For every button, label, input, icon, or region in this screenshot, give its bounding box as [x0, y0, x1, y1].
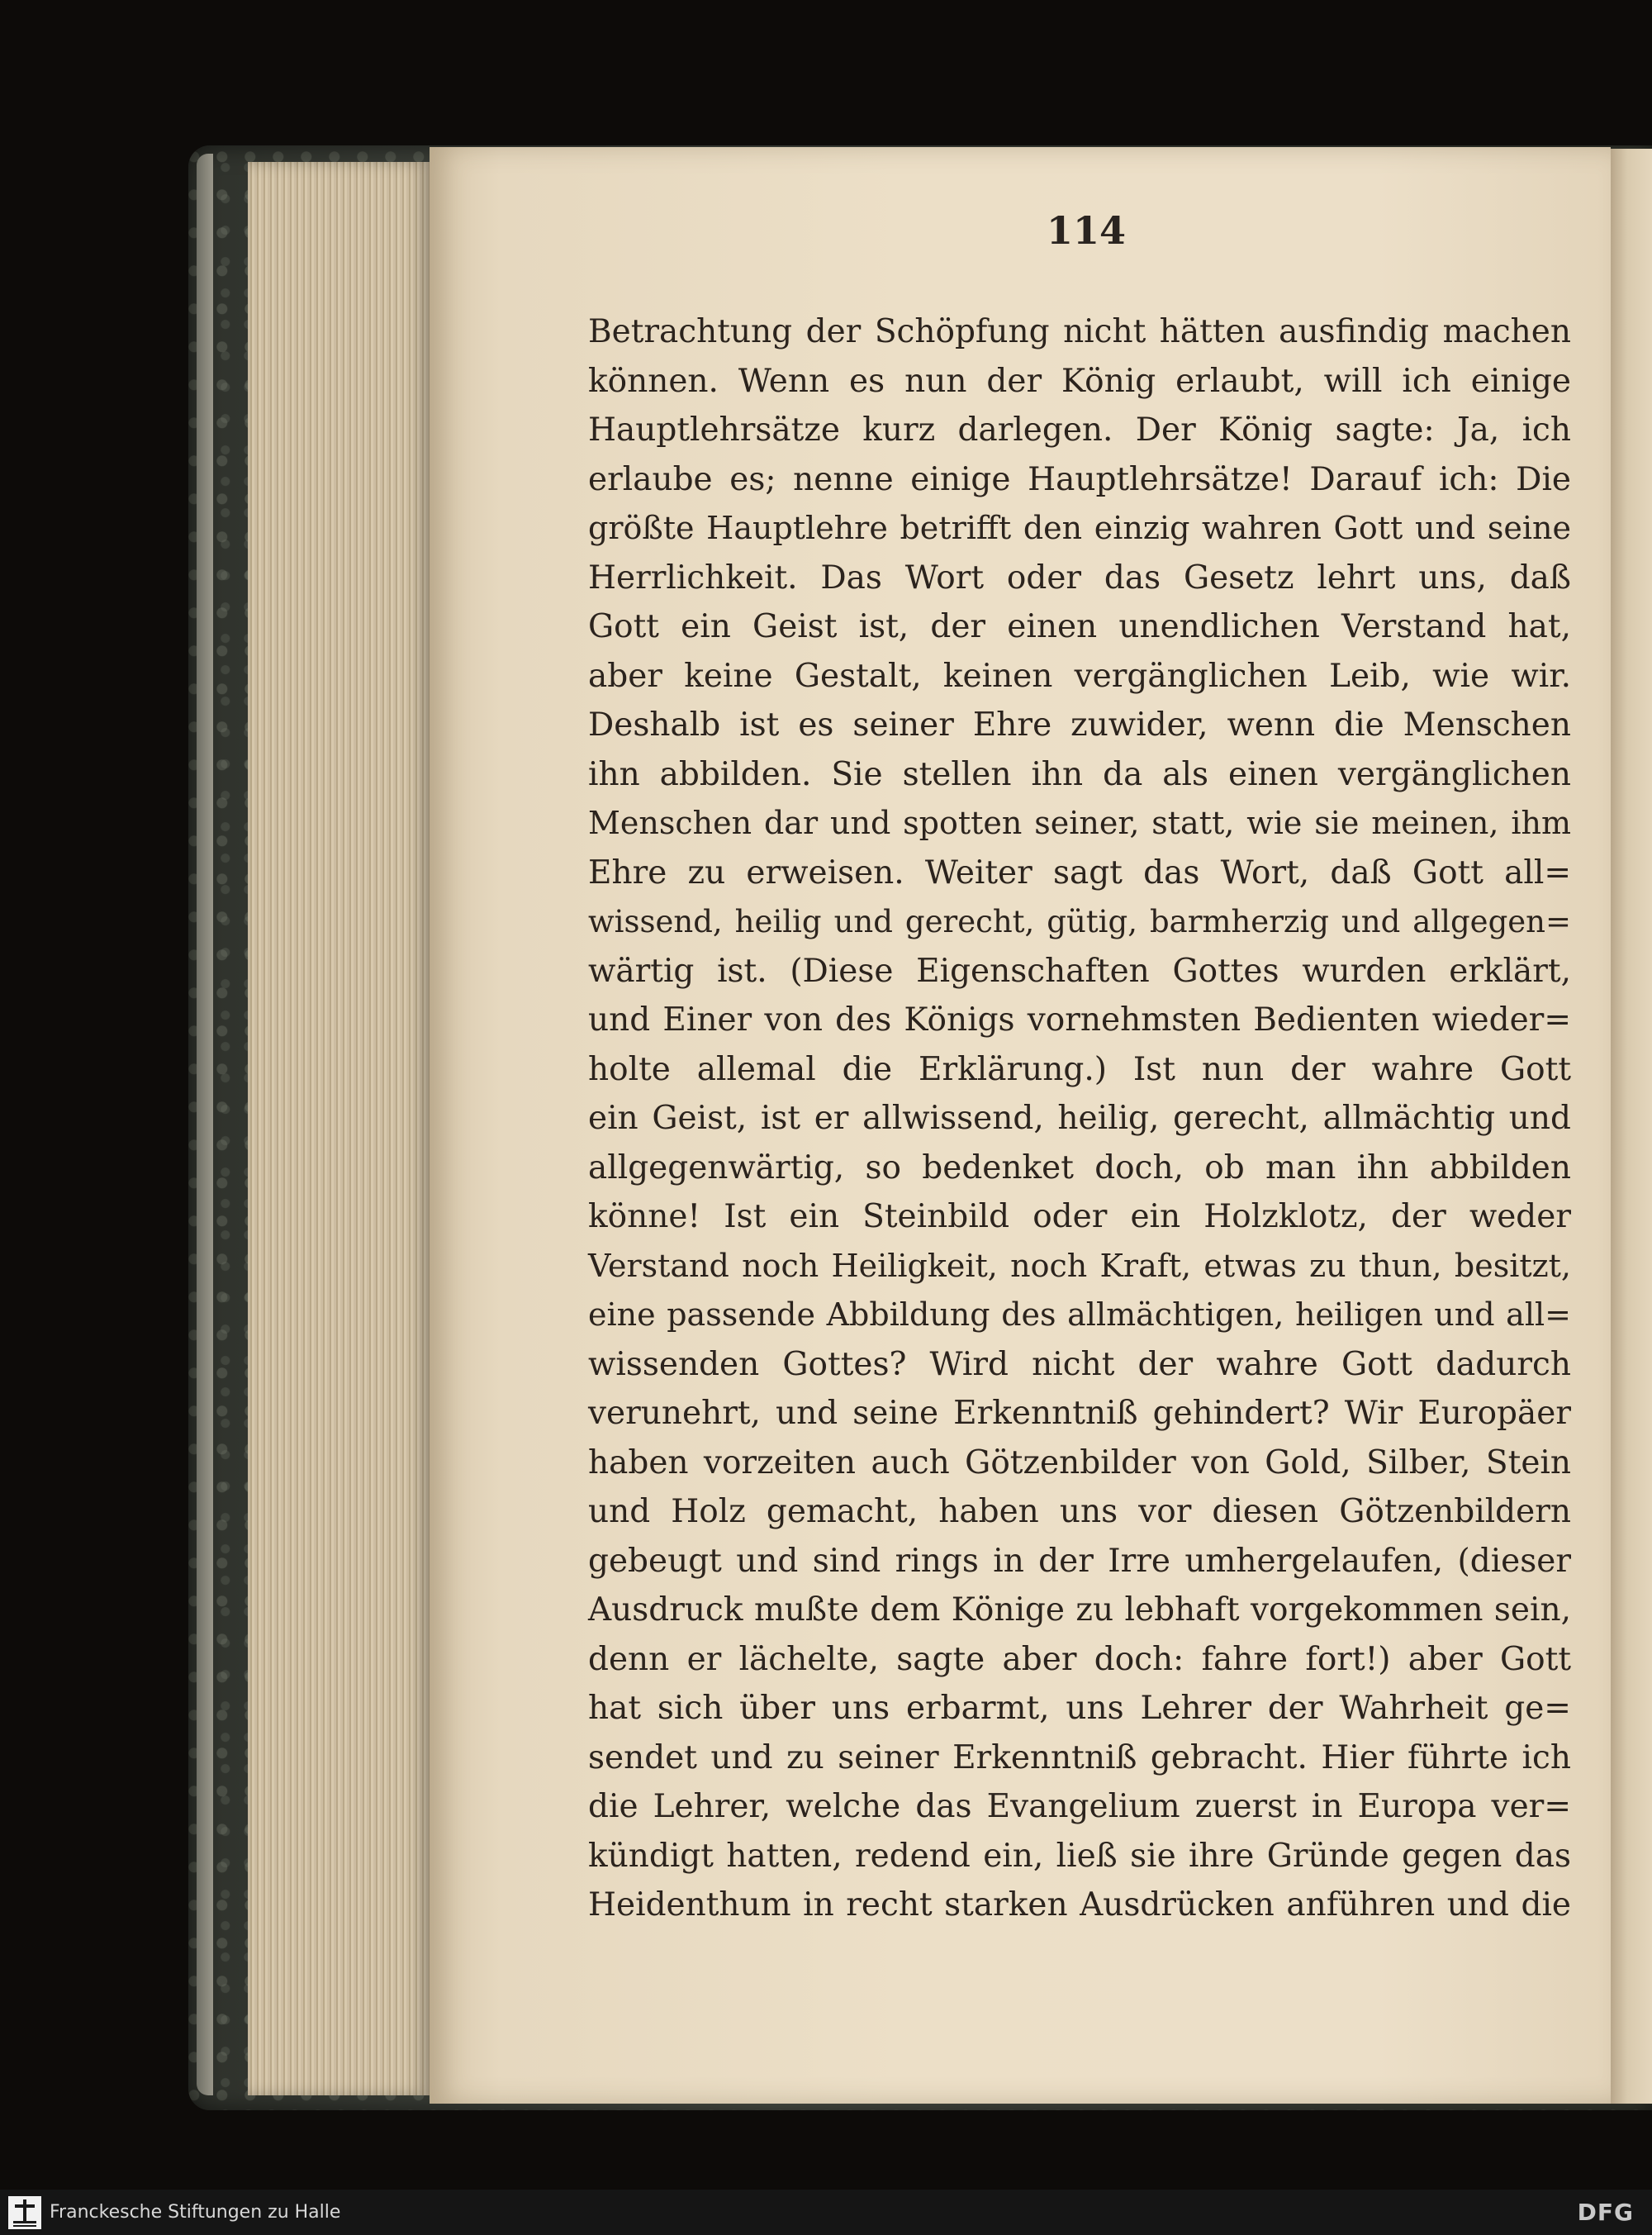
- text-line: ihn abbilden. Sie stellen ihn da als einen vergänglichen: [588, 755, 1571, 793]
- text-line: kündigt hatten, redend ein, ließ sie ihre Gründe gegen das: [588, 1837, 1571, 1875]
- text-line: sendet und zu seiner Erkenntniß gebracht. Hier führte ich: [588, 1738, 1571, 1776]
- next-page-edge: [1611, 149, 1652, 2104]
- text-line: erlaube es; nenne einige Hauptlehrsätze! Darauf ich: Die: [588, 460, 1571, 498]
- text-line: verunehrt, und seine Erkenntniß gehindert? Wir Europäer: [588, 1395, 1571, 1432]
- text-line: Hauptlehrsätze kurz darlegen. Der König sagte: Ja, ich: [588, 411, 1571, 449]
- page-text: [588, 307, 1571, 1930]
- text-line: Herrlichkeit. Das Wort oder das Gesetz lehrt uns, daß: [588, 559, 1571, 597]
- text-line: größte Hauptlehre betrifft den einzig wahren Gott und seine: [588, 510, 1571, 546]
- page-number: 114: [1046, 208, 1127, 253]
- text-line: Verstand noch Heiligkeit, noch Kraft, etwas zu thun, besitzt,: [588, 1247, 1571, 1284]
- text-line: ein Geist, ist er allwissend, heilig, gerecht, allmächtig und: [588, 1100, 1571, 1137]
- text-line: holte allemal die Erklärung.) Ist nun der wahre Gott: [588, 1050, 1571, 1088]
- text-line: Ehre zu erweisen. Weiter sagt das Wort, daß Gott all=: [588, 854, 1571, 892]
- text-line: und Holz gemacht, haben uns vor diesen Götzenbildern: [588, 1493, 1571, 1530]
- text-line: können. Wenn es nun der König erlaubt, will ich einige: [588, 362, 1571, 400]
- dfg-logo[interactable]: DFG: [1577, 2199, 1634, 2226]
- text-line: gebeugt und sind rings in der Irre umhergelaufen, (dieser: [588, 1542, 1571, 1580]
- text-line: Betrachtung der Schöpfung nicht hätten ausfindig machen: [588, 313, 1571, 350]
- text-line: aber keine Gestalt, keinen vergänglichen Leib, wie wir.: [588, 657, 1571, 695]
- book-cover-edge: [197, 154, 213, 2095]
- text-line: Heidenthum in recht starken Ausdrücken anführen und die: [588, 1886, 1571, 1924]
- francke-foundation-logo-icon[interactable]: [8, 2196, 41, 2229]
- text-line: wissend, heilig und gerecht, gütig, barmherzig und allgegen=: [588, 904, 1571, 939]
- viewer-footer: [0, 2190, 1652, 2235]
- text-line: Ausdruck mußte dem Könige zu lebhaft vorgekommen sein,: [588, 1591, 1571, 1629]
- text-line: wissenden Gottes? Wird nicht der wahre Gott dadurch: [588, 1345, 1571, 1383]
- text-line: und Einer von des Königs vornehmsten Bedienten wieder=: [588, 1001, 1571, 1039]
- text-line: haben vorzeiten auch Götzenbilder von Gold, Silber, Stein: [588, 1443, 1571, 1481]
- text-line: die Lehrer, welche das Evangelium zuerst in Europa ver=: [588, 1788, 1571, 1825]
- text-line: eine passende Abbildung des allmächtigen, heiligen und all=: [588, 1296, 1571, 1333]
- text-line: wärtig ist. (Diese Eigenschaften Gottes wurden erklärt,: [588, 952, 1571, 990]
- text-line: Deshalb ist es seiner Ehre zuwider, wenn die Menschen: [588, 706, 1571, 744]
- text-line: allgegenwärtig, so bedenket doch, ob man ihn abbilden: [588, 1148, 1571, 1186]
- text-line: Menschen dar und spotten seiner, statt, wie sie meinen, ihm: [588, 805, 1571, 841]
- text-line: könne! Ist ein Steinbild oder ein Holzklotz, der weder: [588, 1198, 1571, 1235]
- text-line: Gott ein Geist ist, der einen unendlichen Verstand hat,: [588, 608, 1571, 645]
- text-line: denn er lächelte, sagte aber doch: fahre fort!) aber Gott: [588, 1640, 1571, 1678]
- institution-name[interactable]: Franckesche Stiftungen zu Halle: [50, 2202, 341, 2223]
- text-line: hat sich über uns erbarmt, uns Lehrer der Wahrheit ge=: [588, 1690, 1571, 1727]
- page-edges: [248, 162, 430, 2095]
